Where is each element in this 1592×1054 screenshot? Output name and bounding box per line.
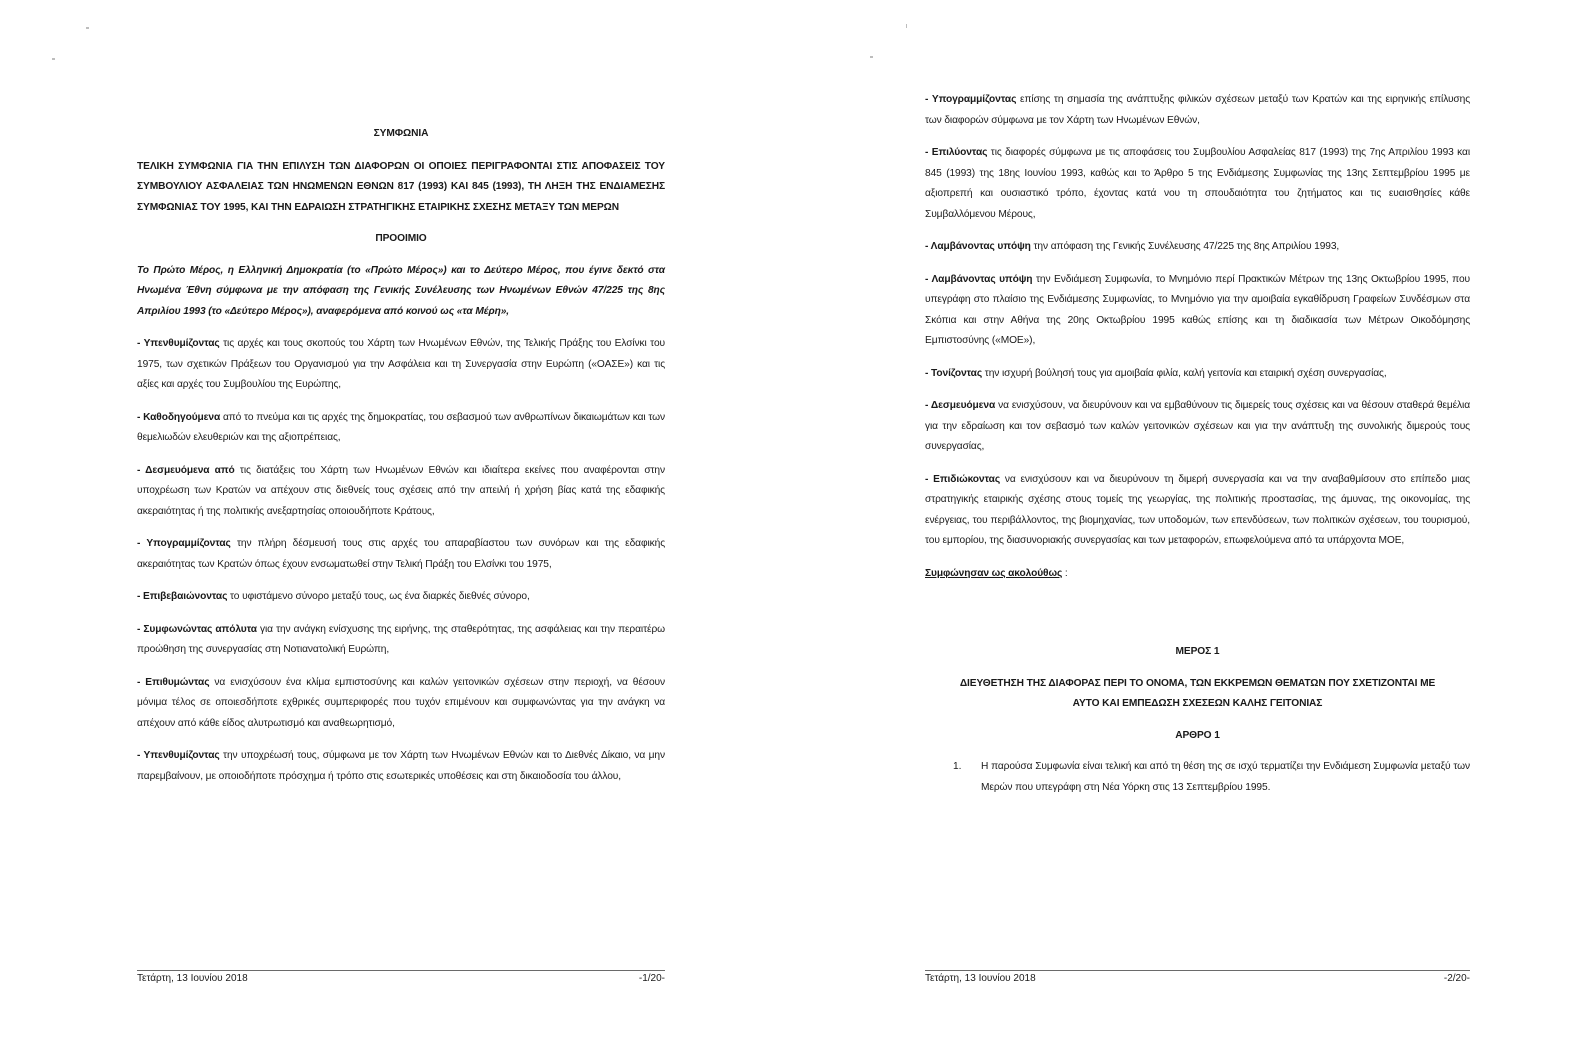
part-heading: ΜΕΡΟΣ 1 xyxy=(1175,646,1220,657)
recital-paragraph xyxy=(137,534,665,575)
recital-lead: - Συμφωνώντας απόλυτα xyxy=(137,623,257,635)
preamble-intro: Το Πρώτο Μέρος, η Ελληνική Δημοκρατία (το «Πρώτο Μέρος») και το Δεύτερο Μέρος, που έγινε δεκτό στα Ηνωμένα Έθνη σύμφωνα με την απόφαση της Γενικής Συνέλευσης των Ηνωμένων Εθνών 47/225 της 8ης Απριλίου 1993 (το «Δεύτερο Μέρος»), αναφερόμενα από κοινού ως «τα Μέρη», xyxy=(137,264,665,317)
recital-text: τις διατάξεις του Χάρτη των Ηνωμένων Εθνών και ιδιαίτερα εκείνες που αναφέρονται στην υποχρέωση των Κρατών να απέχουν στις διεθνείς τους σχέσεις από την απειλή ή χρήση βίας κατά της εδαφικής ακεραιότητας ή της πολιτικής ανεξαρτησίας οποιουδήποτε Κράτους, xyxy=(137,464,665,517)
recital-paragraph xyxy=(925,396,1470,458)
recital-paragraph xyxy=(137,673,665,735)
article-item-number: 1. xyxy=(953,761,962,772)
footer-page-number: -1/20- xyxy=(638,973,665,984)
recital-text: το υφιστάμενο σύνορο μεταξύ τους, ως ένα διαρκές διεθνές σύνορο, xyxy=(227,591,530,602)
recital-paragraph xyxy=(137,620,665,661)
recital-lead: - Επιδιώκοντας xyxy=(925,473,1001,485)
recital-lead: - Υπενθυμίζοντας xyxy=(137,338,220,349)
agreed-line xyxy=(925,564,1470,585)
recital-paragraph xyxy=(137,461,665,523)
recital-paragraph xyxy=(925,90,1470,131)
recital-paragraph xyxy=(925,237,1470,258)
recital-lead: - Υπογραμμίζοντας xyxy=(925,94,1017,105)
recital-text: την Ενδιάμεση Συμφωνία, το Μνημόνιο περί Πρακτικών Μέτρων της 13ης Οκτωβρίου 1995, που υπεγράφη στο πλαίσιο της Ενδιάμεσης Συμφωνίας, το Μνημόνιο για την αμοιβαία εγκαθίδρυση Γραφείων Συνδέσμων στα Σκόπια και στην Αθήνα της 20ης Οκτωβρίου 1995 καθώς επίσης και τη διαδικασία των Μέτρων Οικοδόμησης Εμπιστοσύνης («ΜΟΕ»), xyxy=(925,273,1470,346)
document-page-1 xyxy=(137,0,665,1054)
part-title: ΔΙΕΥΘΕΤΗΣΗ ΤΗΣ ΔΙΑΦΟΡΑΣ ΠΕΡΙ ΤΟ ΟΝΟΜΑ, ΤΩΝ ΕΚΚΡΕΜΩΝ ΘΕΜΑΤΩΝ ΠΟΥ ΣΧΕΤΙΖΟΝΤΑΙ ΜΕ ΑΥΤΟ ΚΑΙ ΕΜΠΕΔΩΣΗ ΣΧΕΣΕΩΝ ΚΑΛΗΣ ΓΕΙΤΟΝΙΑΣ xyxy=(959,677,1436,709)
recital-lead: - Καθοδηγούμενα xyxy=(137,411,221,423)
footer-date: Τετάρτη, 13 Ιουνίου 2018 xyxy=(137,973,248,984)
agreed-statement: Συμφώνησαν ως ακολούθως xyxy=(925,567,1063,579)
recital-paragraph xyxy=(925,364,1470,385)
recital-lead: - Τονίζοντας xyxy=(925,367,983,379)
article-item xyxy=(953,757,1470,798)
footer-date: Τετάρτη, 13 Ιουνίου 2018 xyxy=(925,973,1036,984)
full-title: ΤΕΛΙΚΗ ΣΥΜΦΩΝΙΑ ΓΙΑ ΤΗΝ ΕΠΙΛΥΣΗ ΤΩΝ ΔΙΑΦΟΡΩΝ ΟΙ ΟΠΟΙΕΣ ΠΕΡΙΓΡΑΦΟΝΤΑΙ ΣΤΙΣ ΑΠΟΦΑΣΕΙΣ ΤΟΥ ΣΥΜΒΟΥΛΙΟΥ ΑΣΦΑΛΕΙΑΣ ΤΩΝ ΗΝΩΜΕΝΩΝ ΕΘΝΩΝ 817 (1993) ΚΑΙ 845 (1993), ΤΗ ΛΗΞΗ ΤΗΣ ΕΝΔΙΑΜΕΣΗΣ ΣΥΜΦΩΝΙΑΣ ΤΟΥ 1995, ΚΑΙ ΤΗΝ ΕΔΡΑΙΩΣΗ ΣΤΡΑΤΗΓΙΚΗΣ ΕΤΑΙΡΙΚΗΣ ΣΧΕΣΗΣ ΜΕΤΑΞΥ ΤΩΝ ΜΕΡΩΝ xyxy=(137,160,665,213)
recital-lead: - Υπογραμμίζοντας xyxy=(137,538,231,549)
recital-text: να ενισχύσουν και να διευρύνουν τη διμερή συνεργασία και να την αναβαθμίσουν στο επίπεδο μιας στρατηγικής εταιρικής σχέσης στους τομείς της γεωργίας, της πολιτικής προστασίας, της άμυνας, της οικονομίας, της ενέργειας, του περιβάλλοντος, της βιομηχανίας, των υποδομών, των επενδύσεων, των πολιτικών σχέσεων, του τουρισμού, του εμπορίου, της διασυνοριακής συνεργασίας και των μεταφορών, επωφελούμενα από τα υπάρχοντα ΜΟΕ, xyxy=(925,473,1470,546)
recital-lead: - Δεσμευόμενα xyxy=(925,400,996,411)
recital-text: να ενισχύσουν ένα κλίμα εμπιστοσύνης και καλών γειτονικών σχέσεων στην περιοχή, να θέσουν μόνιμα τέλος σε οποιεσδήποτε εχθρικές συμπεριφορές που τυχόν επιμένουν και συμφωνώντας για την ανάγκη να απέχουν από κάθε είδος αλυτρωτισμό και αναθεωρητισμό, xyxy=(137,676,665,729)
recital-text: την υποχρέωσή τους, σύμφωνα με τον Χάρτη των Ηνωμένων Εθνών και το Διεθνές Δίκαιο, να μην παρεμβαίνουν, με οποιοδήποτε πρόσχημα ή τρόπο στις εσωτερικές υποθέσεις και στη δικαιοδοσία του άλλου, xyxy=(137,750,665,782)
recital-paragraph xyxy=(925,143,1470,225)
document-page-2 xyxy=(925,0,1470,1054)
recital-text: την απόφαση της Γενικής Συνέλευσης 47/225 της 8ης Απριλίου 1993, xyxy=(1030,241,1340,252)
recital-text: να ενισχύσουν, να διευρύνουν και να εμβαθύνουν τις διμερείς τους σχέσεις και να θέσουν σταθερά θεμέλια για την εδραίωση και τον σεβασμό των καλών γειτονικών σχέσεων και για την ανάπτυξη της συνολικής διμερούς τους συνεργασίας, xyxy=(925,400,1471,452)
recital-text: από το πνεύμα και τις αρχές της δημοκρατίας, του σεβασμού των ανθρωπίνων δικαιωμάτων και των θεμελιωδών ελευθεριών και της αξιοπρέπειας, xyxy=(137,411,665,443)
recital-paragraph xyxy=(137,746,665,787)
recital-lead: - Επιθυμώντας xyxy=(137,676,210,688)
article-heading: ΑΡΘΡΟ 1 xyxy=(1175,729,1220,741)
page-footer xyxy=(925,970,1470,986)
article-item-text: Η παρούσα Συμφωνία είναι τελική και από τη θέση της σε ισχύ τερματίζει την Ενδιάμεση Συμφωνία μεταξύ των Μερών που υπεγράφη στη Νέα Υόρκη στις 13 Σεπτεμβρίου 1995. xyxy=(981,761,1470,793)
page-1-content xyxy=(137,124,665,799)
scan-speck xyxy=(86,27,89,29)
recital-text: για την ανάγκη ενίσχυσης της ειρήνης, της σταθερότητας, της ασφάλειας και την περαιτέρω προώθηση της συνεργασίας στη Νοτιανατολική Ευρώπη, xyxy=(137,623,665,655)
recital-text: την ισχυρή βούλησή τους για αμοιβαία φιλία, καλή γειτονία και εταιρική σχέση συνεργασίας, xyxy=(982,367,1387,379)
preamble-heading: ΠΡΟΟΙΜΙΟ xyxy=(375,233,427,244)
scan-speck xyxy=(52,58,55,60)
recital-text: επίσης τη σημασία της ανάπτυξης φιλικών σχέσεων μεταξύ των Κρατών και της ειρηνικής επίλυσης των διαφορών σύμφωνα με τον Χάρτη των Ηνωμένων Εθνών, xyxy=(925,94,1470,126)
scan-speck xyxy=(906,24,907,28)
recital-paragraph xyxy=(137,587,665,608)
recital-lead: - Επιβεβαιώνοντας xyxy=(137,591,228,602)
page-footer xyxy=(137,970,665,986)
recital-lead: - Λαμβάνοντας υπόψη xyxy=(925,273,1033,285)
recital-paragraph xyxy=(137,408,665,449)
footer-page-number: -2/20- xyxy=(1443,973,1470,984)
scan-speck xyxy=(870,56,873,58)
recital-paragraph xyxy=(925,270,1470,352)
page-2-content xyxy=(925,90,1470,798)
recital-lead: - Λαμβάνοντας υπόψη xyxy=(925,241,1031,252)
recital-lead: - Επιλύοντας xyxy=(925,147,988,158)
agreed-suffix: : xyxy=(1062,567,1068,579)
recital-paragraph xyxy=(137,334,665,396)
document-title: ΣΥΜΦΩΝΙΑ xyxy=(373,128,429,139)
recital-text: την πλήρη δέσμευσή τους στις αρχές του απαραβίαστου των συνόρων και της εδαφικής ακεραιότητας των Κρατών όπως έχουν ενσωματωθεί στην Τελική Πράξη του Ελσίνκι του 1975, xyxy=(137,538,665,570)
recital-paragraph xyxy=(925,470,1470,552)
recital-text: τις διαφορές σύμφωνα με τις αποφάσεις του Συμβουλίου Ασφαλείας 817 (1993) της 7ης Απριλίου 1993 και 845 (1993) της 18ης Ιουνίου 1993, καθώς και το Άρθρο 5 της Ενδιάμεσης Συμφωνίας της 13ης Σεπτεμβρίου 1995 με αξιοπρεπή και ουσιαστικό τρόπο, έχοντας κατά νου τη σπουδαιότητα του ζητήματος και τις ευαισθησίες κάθε Συμβαλλόμενου Μέρους, xyxy=(925,147,1470,220)
recital-text: τις αρχές και τους σκοπούς του Χάρτη των Ηνωμένων Εθνών, της Τελικής Πράξης του Ελσίνκι του 1975, των σχετικών Πράξεων του Οργανισμού για την Ασφάλεια και τη Συνεργασία στην Ευρώπη («ΟΑΣΕ») και τις αξίες και αρχές του Συμβουλίου της Ευρώπης, xyxy=(137,338,666,390)
recital-lead: - Υπενθυμίζοντας xyxy=(137,750,220,761)
recital-lead: - Δεσμευόμενα από xyxy=(137,464,235,476)
